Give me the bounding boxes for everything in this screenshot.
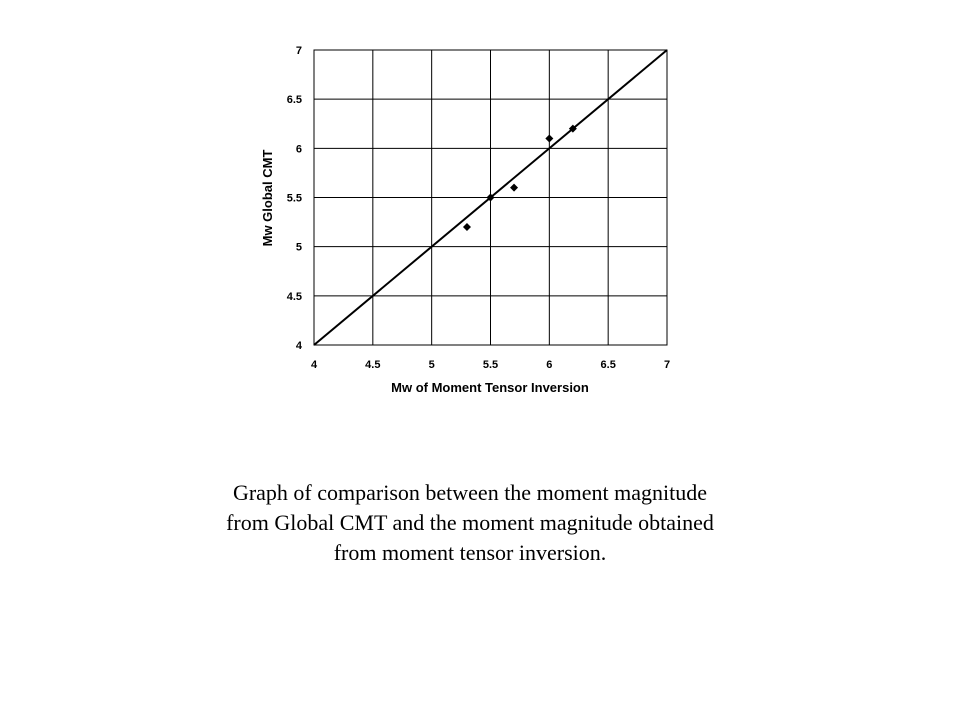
x-tick-label: 6.5 bbox=[600, 359, 616, 371]
y-tick-label: 7 bbox=[295, 45, 302, 57]
figure-caption bbox=[130, 478, 810, 568]
caption-line: from moment tensor inversion. bbox=[333, 540, 607, 565]
y-tick-label: 6 bbox=[295, 143, 302, 156]
y-tick-label: 4 bbox=[295, 340, 302, 352]
x-tick-label: 5 bbox=[428, 359, 435, 371]
y-axis-title: Mw Global CMT bbox=[260, 149, 275, 247]
x-tick-label: 7 bbox=[663, 359, 671, 371]
y-tick-labels bbox=[287, 45, 303, 352]
y-tick-label: 4.5 bbox=[286, 290, 302, 303]
x-tick-labels bbox=[311, 359, 670, 371]
x-tick-label: 4.5 bbox=[365, 359, 381, 371]
x-axis-title: Mw of Moment Tensor Inversion bbox=[391, 380, 589, 395]
y-tick-label: 6.5 bbox=[286, 94, 302, 107]
caption-line: Graph of comparison between the moment magnitude bbox=[232, 480, 708, 505]
caption-line: from Global CMT and the moment magnitude obtained bbox=[226, 510, 714, 535]
y-tick-label: 5 bbox=[295, 241, 302, 254]
x-tick-label: 6 bbox=[546, 359, 553, 371]
y-tick-label: 5.5 bbox=[286, 192, 302, 205]
x-tick-label: 4 bbox=[310, 359, 318, 371]
x-tick-label: 5.5 bbox=[482, 359, 499, 371]
